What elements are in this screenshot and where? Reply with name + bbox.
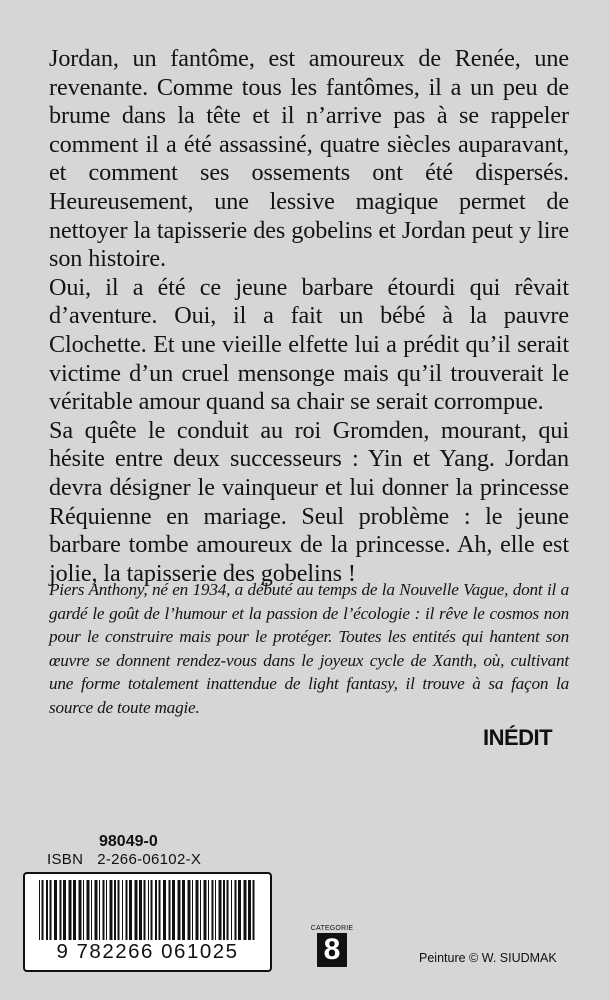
category-label: CATEGORIE xyxy=(310,925,354,932)
cover-art-credit: Peinture © W. SIUDMAK xyxy=(419,951,557,965)
author-bio xyxy=(49,578,569,719)
synopsis-paragraph: Jordan, un fantôme, est amoureux de Renée, une revenante. Comme tous les fantômes, il a un peu de brume dans la tête et il n’arrive pas à se rappeler comment il a été assassiné, quatre siècles auparavant, et comment ses ossements ont été dispersés. Heureusement, une lessive magique permet de nettoyer la tapisserie des gobelins et Jordan peut y lire son histoire. xyxy=(49,45,569,273)
barcode-icon xyxy=(35,880,260,940)
isbn-label: ISBN xyxy=(47,851,84,868)
inedit-badge: INÉDIT xyxy=(483,725,553,750)
category-number: 8 xyxy=(317,933,347,967)
isbn-value: 2-266-06102-X xyxy=(97,851,202,868)
author-bio-text: Piers Anthony, né en 1934, a débuté au temps de la Nouvelle Vague, dont il a gardé le goût de l’humour et la passion de l’écologie : il rêve le cosmos non pour le construire mais pour le protéger. Toutes les entités qui hantent son œuvre se donnent rendez-vous dans le joyeux cycle de Xanth, où, cultivant une forme totalement inattendue de light fantasy, il trouve à sa façon la source de toute magie. xyxy=(49,580,569,717)
synopsis-paragraph: Sa quête le conduit au roi Gromden, mourant, qui hésite entre deux successeurs : Yin et Yang. Jordan devra désigner le vainqueur et lui donner la princesse Réquienne en mariage. Seul problème : le jeune barbare tombe amoureux de la princesse. Ah, elle est jolie, la tapisserie des gobelins ! xyxy=(49,416,569,587)
reference-number: 98049-0 xyxy=(99,833,158,850)
barcode-digits: 9 782266 061025 xyxy=(56,940,239,963)
barcode xyxy=(23,872,272,972)
category-badge xyxy=(309,925,355,967)
isbn xyxy=(47,851,201,868)
synopsis-paragraph: Oui, il a été ce jeune barbare étourdi qui rêvait d’aventure. Oui, il a fait un bébé à la pauvre Clochette. Et une vieille elfette lui a prédit qu’il serait victime d’un cruel mensonge mais qu’il trouverait le véritable amour quand sa chair se serait corrompue. xyxy=(49,273,569,416)
synopsis xyxy=(49,45,569,588)
